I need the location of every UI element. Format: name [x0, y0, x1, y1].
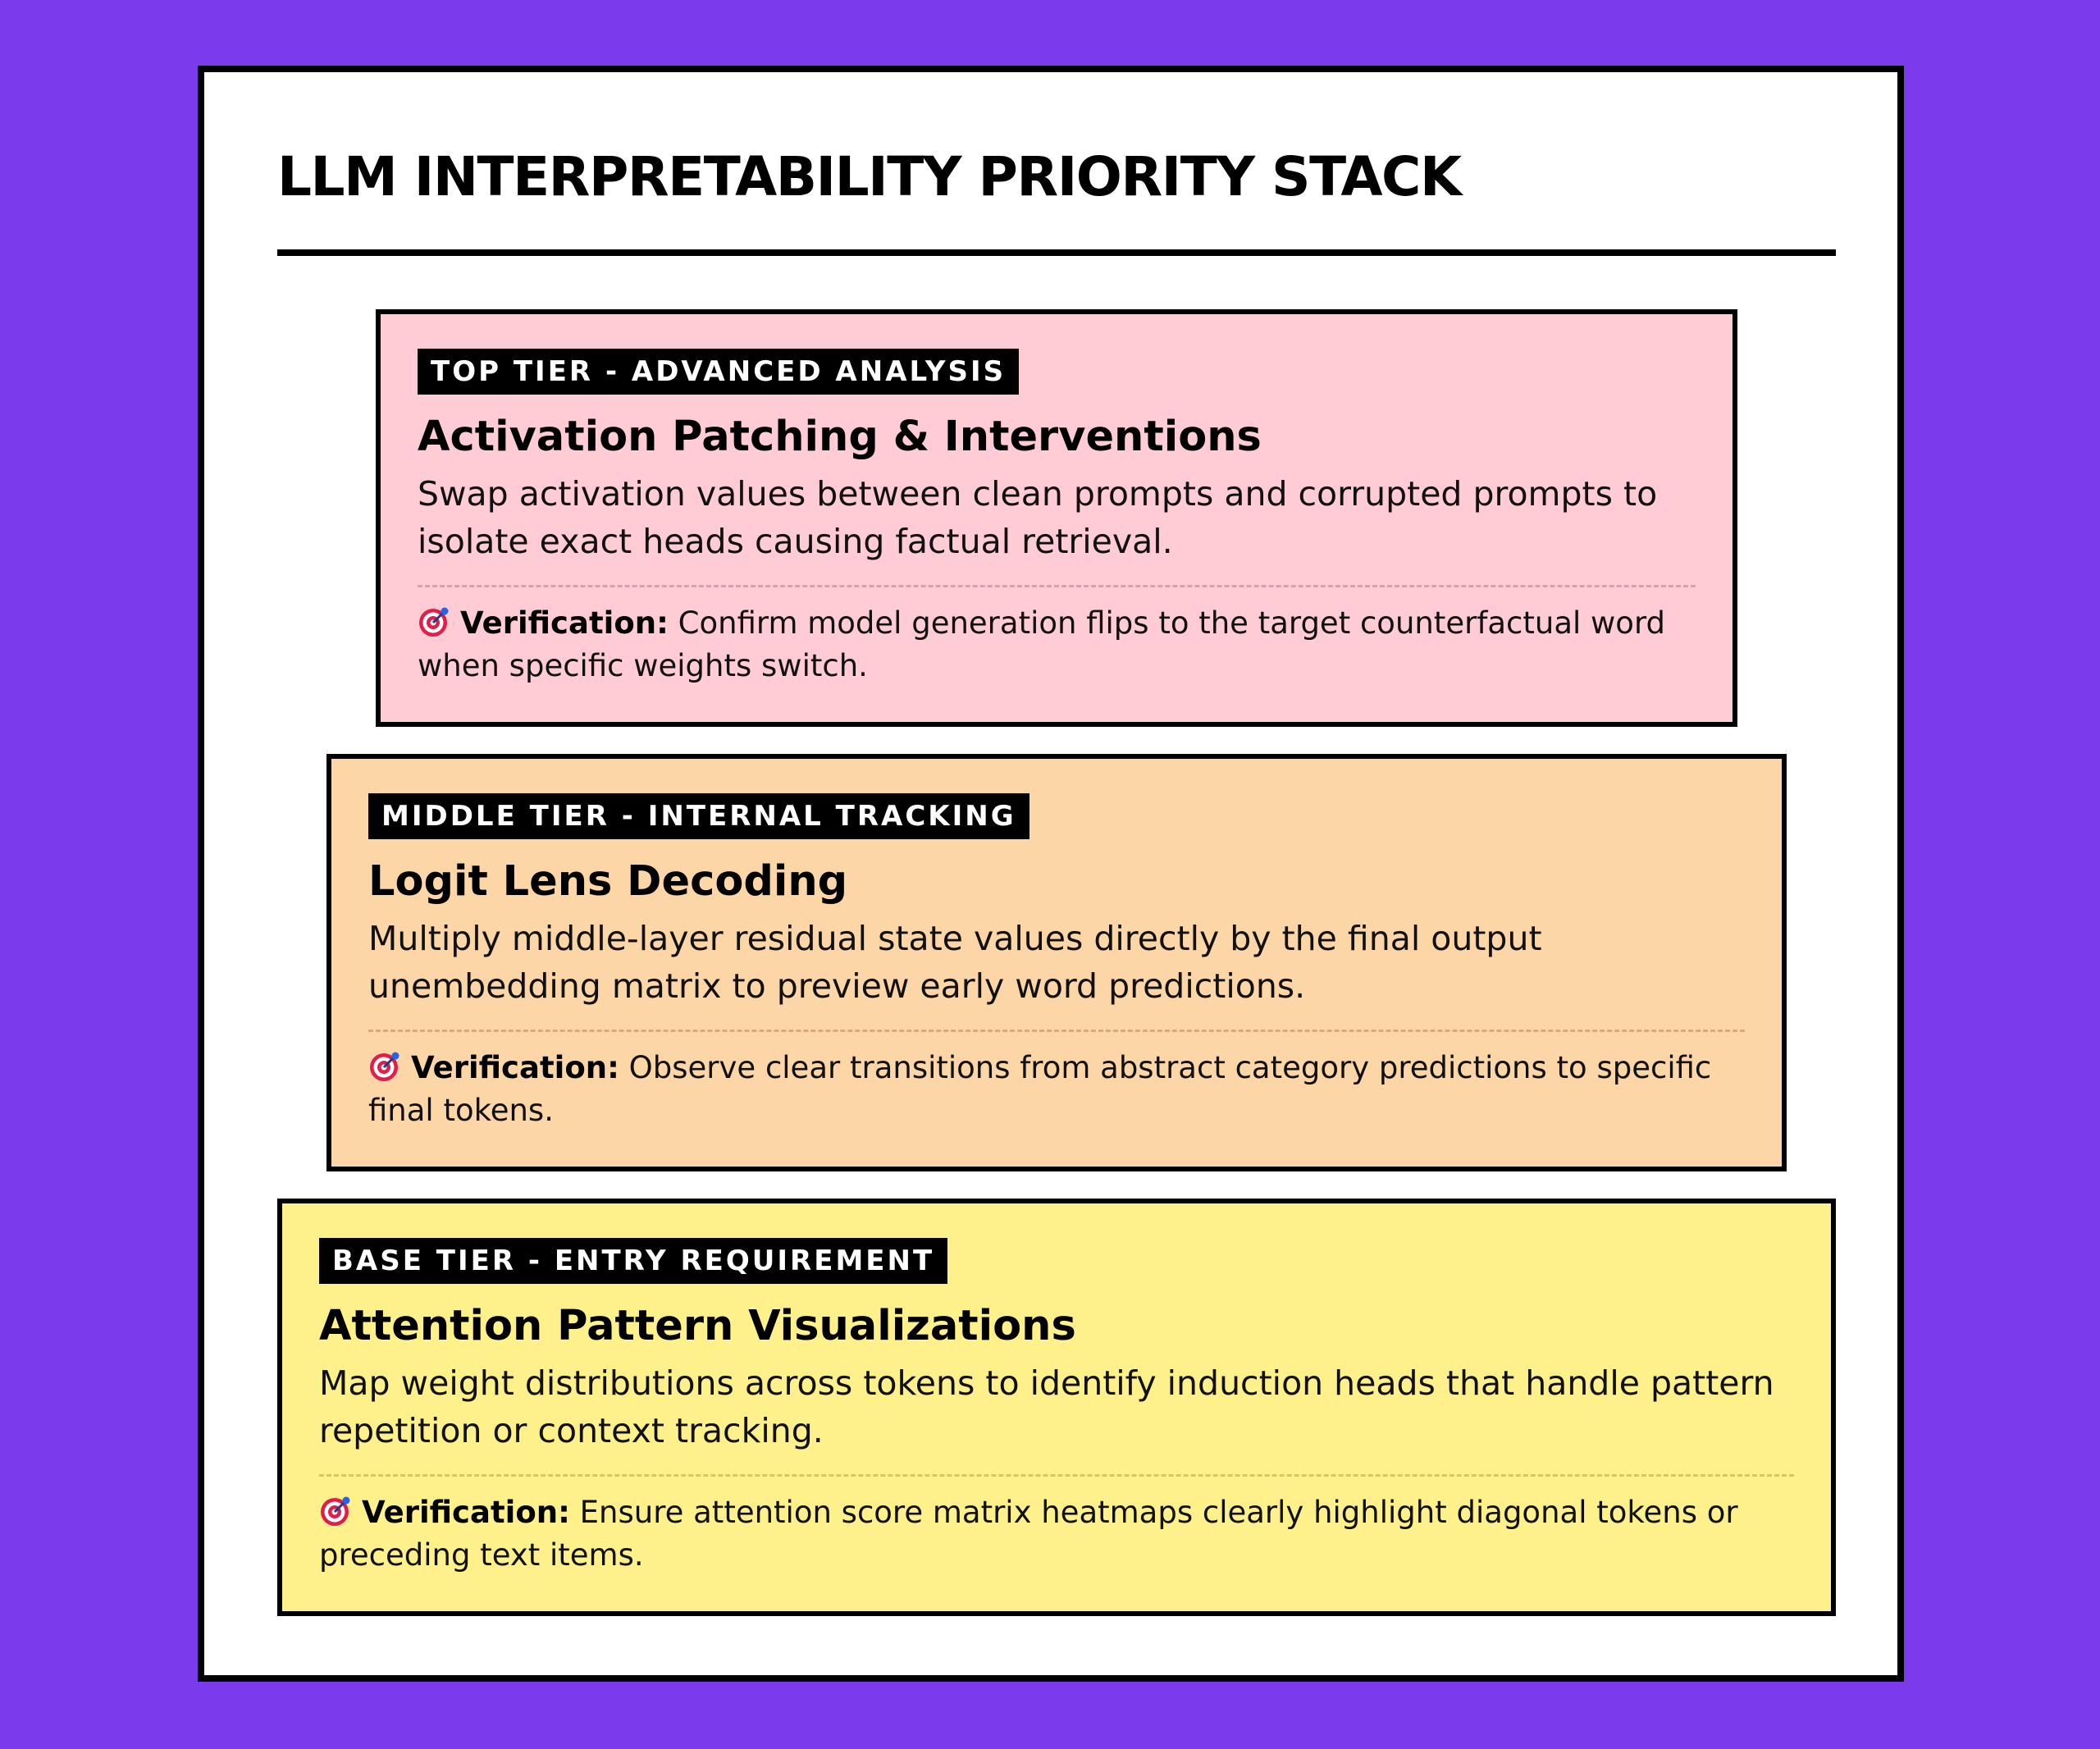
target-icon [418, 605, 450, 638]
title-divider [277, 249, 1836, 256]
tier-middle [326, 754, 1787, 1171]
tier-description: Multiply middle-layer residual state values directly by the final output unembedding matrix to preview early word predictions. [368, 919, 1542, 1006]
target-icon [368, 1050, 401, 1083]
verification-label: Verification: [411, 1050, 619, 1085]
stack-panel [198, 66, 1904, 1682]
tier-heading: Activation Patching & Interventions [418, 413, 1262, 461]
tier-divider [368, 1030, 1745, 1032]
page-title: LLM INTERPRETABILITY PRIORITY STACK [277, 145, 1461, 208]
tier-divider [319, 1474, 1794, 1477]
tier-description: Map weight distributions across tokens to identify induction heads that handle pattern repetition or context tracking. [319, 1363, 1774, 1450]
verification-label: Verification: [460, 605, 669, 641]
tier-top [376, 309, 1737, 727]
tier-base [277, 1199, 1836, 1616]
verification-text: Confirm model generation flips to the target counterfactual word when specific weights switch. [418, 605, 1665, 683]
target-icon [319, 1495, 352, 1528]
verification-text: Ensure attention score matrix heatmaps clearly highlight diagonal tokens or preceding text items. [319, 1495, 1738, 1573]
tier-verification [368, 1047, 1745, 1132]
tier-badge: BASE TIER - ENTRY REQUIREMENT [319, 1238, 947, 1284]
tier-heading: Logit Lens Decoding [368, 857, 848, 906]
tier-divider [418, 585, 1696, 587]
tier-heading: Attention Pattern Visualizations [319, 1302, 1076, 1350]
tier-verification [418, 602, 1696, 687]
verification-text: Observe clear transitions from abstract category predictions to specific final tokens. [368, 1050, 1712, 1128]
verification-label: Verification: [362, 1495, 570, 1530]
tier-badge: MIDDLE TIER - INTERNAL TRACKING [368, 793, 1029, 839]
tier-description: Swap activation values between clean prompts and corrupted prompts to isolate exact heads causing factual retrieval. [418, 474, 1658, 561]
tier-badge: TOP TIER - ADVANCED ANALYSIS [418, 349, 1019, 395]
tier-verification [319, 1491, 1794, 1577]
